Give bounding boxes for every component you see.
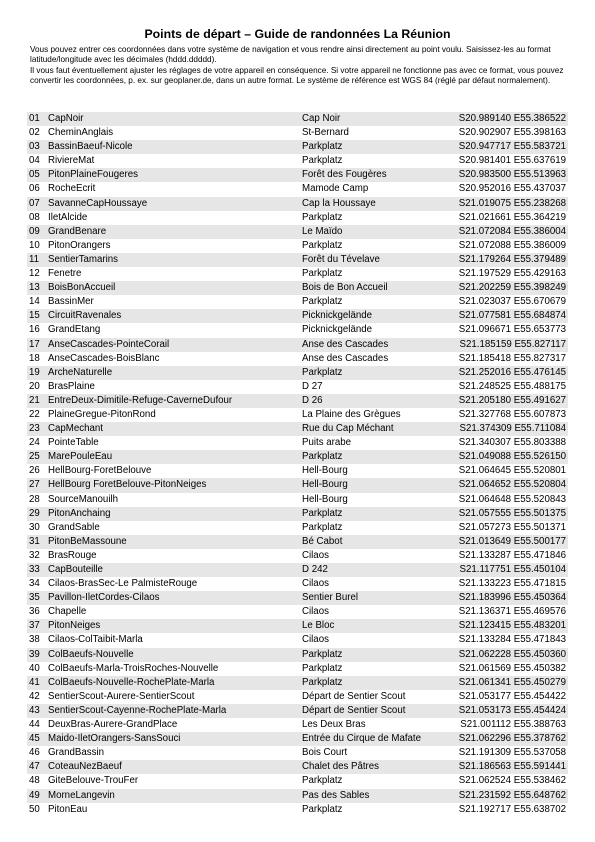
table-row	[27, 521, 568, 535]
waypoint-coordinates: S21.064652 E55.520804	[457, 478, 568, 492]
waypoint-number: 24	[29, 437, 40, 449]
table-row	[27, 591, 568, 605]
waypoint-number: 41	[27, 676, 48, 690]
waypoint-location: D 27	[302, 380, 323, 392]
table-row	[27, 309, 568, 323]
table-row	[27, 436, 568, 450]
waypoint-location: Mamode Camp	[302, 183, 369, 195]
waypoint-name: SavanneCapHoussaye	[48, 197, 302, 211]
waypoint-name: GrandSable	[48, 521, 100, 533]
waypoint-coordinates: S21.117751 E55.450104	[457, 563, 568, 577]
waypoint-name: CapNoir	[48, 112, 302, 126]
waypoint-number: 04	[29, 155, 40, 167]
waypoint-coordinates: S21.062228 E55.450360	[457, 648, 568, 662]
table-row	[27, 253, 568, 267]
waypoint-number: 16	[29, 324, 40, 336]
waypoint-name: PitonPlaineFougeres	[48, 168, 302, 182]
waypoint-coordinates: S21.136371 E55.469576	[458, 606, 566, 618]
waypoint-number: 42	[29, 690, 40, 702]
waypoint-number: 01	[27, 112, 48, 126]
table-row	[27, 338, 568, 352]
waypoint-coordinates: S21.123415 E55.483201	[457, 619, 568, 633]
waypoint-coordinates: S21.013649 E55.500177	[457, 535, 568, 549]
waypoint-name: CapMechant	[48, 422, 302, 436]
waypoint-coordinates: S21.374309 E55.711084	[457, 422, 568, 436]
waypoint-coordinates: S21.019075 E55.238268	[457, 197, 568, 211]
waypoint-location: D 242	[302, 563, 457, 577]
table-row	[27, 535, 568, 549]
table-row	[27, 676, 568, 690]
table-row	[27, 182, 568, 196]
waypoint-location: Bois de Bon Accueil	[302, 281, 457, 295]
waypoint-name: MarePouleEau	[48, 450, 302, 464]
intro-paragraph-2: Il vous faut éventuellement ajuster les réglages de votre appareil en conséquence. Si votre appareil ne fonctionne pas avec ce format, vous pouvez convertir les coordonnées, p. ex. sur geoplaner.de, dans un autre format. Le système de référence est WGS 84 (réglé par défaut normalement).	[30, 65, 564, 85]
waypoint-number: 49	[27, 789, 48, 803]
waypoint-coordinates: S21.061341 E55.450279	[457, 676, 568, 690]
waypoint-location: Parkplatz	[302, 140, 457, 154]
waypoint-name: ColBaeufs-Nouvelle	[48, 648, 302, 662]
waypoint-location: Le Maïdo	[302, 225, 457, 239]
waypoint-location: Parkplatz	[302, 662, 343, 674]
waypoint-coordinates: S21.179264 E55.379489	[457, 253, 568, 267]
waypoint-location: Bé Cabot	[302, 535, 457, 549]
waypoint-number: 37	[27, 619, 48, 633]
waypoint-number: 07	[27, 197, 48, 211]
waypoint-number: 11	[27, 253, 48, 267]
waypoint-number: 29	[27, 507, 48, 521]
waypoint-name: RocheEcrit	[48, 183, 96, 195]
waypoint-location: Parkplatz	[302, 268, 343, 280]
waypoint-location: Forêt des Fougères	[302, 168, 457, 182]
waypoint-location: Parkplatz	[302, 803, 343, 815]
waypoint-number: 13	[27, 281, 48, 295]
waypoint-name: GrandBassin	[48, 747, 105, 759]
waypoint-name: MorneLangevin	[48, 789, 302, 803]
waypoint-coordinates: S20.947717 E55.583721	[457, 140, 568, 154]
waypoint-location: Parkplatz	[302, 366, 457, 380]
waypoint-coordinates: S21.064645 E55.520801	[458, 465, 566, 477]
waypoint-number: 38	[29, 634, 40, 646]
intro-text	[30, 45, 570, 86]
waypoint-number: 12	[29, 268, 40, 280]
waypoint-name: PitonOrangers	[48, 239, 111, 251]
waypoint-number: 30	[29, 521, 40, 533]
waypoint-name: GrandEtang	[48, 324, 101, 336]
waypoint-number: 31	[27, 535, 48, 549]
waypoint-coordinates: S21.096671 E55.653773	[458, 324, 566, 336]
waypoint-name: AnseCascades-PointeCorail	[48, 338, 302, 352]
waypoint-name: PlaineGregue-PitonRond	[48, 408, 156, 420]
waypoint-name: SentierTamarins	[48, 253, 302, 267]
waypoint-coordinates: S21.062524 E55.538462	[458, 775, 566, 787]
waypoint-coordinates: S20.952016 E55.437037	[458, 183, 566, 195]
table-row	[27, 267, 568, 281]
waypoint-number: 39	[27, 648, 48, 662]
waypoint-coordinates: S21.202259 E55.398249	[457, 281, 568, 295]
waypoint-number: 47	[27, 760, 48, 774]
waypoint-coordinates: S21.057273 E55.501371	[458, 521, 566, 533]
waypoint-location: Hell-Bourg	[302, 465, 348, 477]
waypoint-coordinates: S21.064648 E55.520843	[458, 493, 566, 505]
waypoint-name: BassinMer	[48, 296, 94, 308]
table-row	[27, 281, 568, 295]
waypoint-location: Parkplatz	[302, 676, 457, 690]
waypoint-coordinates: S21.021661 E55.364219	[458, 211, 566, 223]
waypoint-number: 35	[27, 591, 48, 605]
waypoint-location: Parkplatz	[302, 648, 457, 662]
waypoint-number: 40	[29, 662, 40, 674]
waypoint-location: Bois Court	[302, 747, 348, 759]
waypoint-number: 48	[29, 775, 40, 787]
waypoint-coordinates: S21.186563 E55.591441	[457, 760, 568, 774]
waypoint-name: ColBaeufs-Marla-TroisRoches-Nouvelle	[48, 662, 219, 674]
waypoint-table-body	[27, 112, 568, 817]
waypoint-number: 21	[27, 394, 48, 408]
waypoint-name: DeuxBras-Aurere-GrandPlace	[48, 719, 178, 731]
waypoint-number: 02	[29, 127, 40, 139]
waypoint-location: Parkplatz	[302, 296, 343, 308]
waypoint-name: HellBourg ForetBelouve-PitonNeiges	[48, 478, 302, 492]
waypoint-location: Départ de Sentier Scout	[302, 704, 457, 718]
waypoint-location: Le Bloc	[302, 619, 457, 633]
waypoint-name: IletAlcide	[48, 211, 88, 223]
waypoint-number: 05	[27, 168, 48, 182]
table-row	[27, 507, 568, 521]
waypoint-location: St-Bernard	[302, 127, 349, 139]
waypoint-coordinates: S21.197529 E55.429163	[458, 268, 566, 280]
waypoint-number: 36	[29, 606, 40, 618]
waypoint-location: Cilaos	[302, 606, 329, 618]
table-row	[27, 704, 568, 718]
waypoint-location: Rue du Cap Méchant	[302, 422, 457, 436]
waypoint-number: 10	[29, 239, 40, 251]
intro-paragraph-1: Vous pouvez entrer ces coordonnées dans votre système de navigation et vous rendre ainsi directement au point voulu. Saisissez-les au format latitude/longitude avec les décimales (hddd.ddddd).	[30, 45, 551, 65]
waypoint-name: PitonEau	[48, 803, 88, 815]
waypoint-number: 09	[27, 225, 48, 239]
waypoint-coordinates: S21.133284 E55.471843	[458, 634, 566, 646]
table-row	[27, 197, 568, 211]
waypoint-location: Picknickgelände	[302, 324, 373, 336]
waypoint-coordinates: S20.983500 E55.513963	[457, 168, 568, 182]
waypoint-name: ArcheNaturelle	[48, 366, 302, 380]
waypoint-coordinates: S21.049088 E55.526150	[457, 450, 568, 464]
waypoint-name: CapBouteille	[48, 563, 302, 577]
table-row	[27, 464, 568, 478]
table-row	[27, 154, 568, 168]
waypoint-name: CheminAnglais	[48, 127, 114, 139]
waypoint-location: Puits arabe	[302, 437, 352, 449]
waypoint-coordinates: S21.001112 E55.388763	[460, 719, 566, 731]
table-row	[27, 648, 568, 662]
waypoint-coordinates: S21.133287 E55.471846	[458, 549, 566, 561]
table-row	[27, 662, 568, 676]
waypoint-number: 45	[27, 732, 48, 746]
waypoint-number: 44	[29, 719, 40, 731]
waypoint-name: PitonNeiges	[48, 619, 302, 633]
table-row	[27, 323, 568, 337]
waypoint-number: 43	[27, 704, 48, 718]
waypoint-number: 03	[27, 140, 48, 154]
table-row	[27, 718, 568, 732]
waypoint-location: Parkplatz	[302, 155, 343, 167]
waypoint-number: 08	[29, 211, 40, 223]
waypoint-number: 33	[27, 563, 48, 577]
waypoint-location: Pas des Sables	[302, 789, 457, 803]
waypoint-number: 26	[29, 465, 40, 477]
table-row	[27, 746, 568, 760]
waypoint-location: Forêt du Tévelave	[302, 253, 457, 267]
waypoint-location: Parkplatz	[302, 507, 457, 521]
table-row	[27, 563, 568, 577]
table-row	[27, 422, 568, 436]
waypoint-coordinates: S21.053173 E55.454424	[457, 704, 568, 718]
table-row	[27, 112, 568, 126]
table-row	[27, 239, 568, 253]
waypoint-location: Départ de Sentier Scout	[302, 690, 406, 702]
table-row	[27, 394, 568, 408]
waypoint-name: BrasRouge	[48, 549, 97, 561]
waypoint-location: Hell-Bourg	[302, 478, 457, 492]
table-row	[27, 140, 568, 154]
waypoint-name: CoteauNezBaeuf	[48, 760, 302, 774]
waypoint-name: EntreDeux-Dimitile-Refuge-CaverneDufour	[48, 394, 302, 408]
waypoint-location: Chalet des Pâtres	[302, 760, 457, 774]
waypoint-location: Parkplatz	[302, 775, 343, 787]
waypoint-coordinates: S21.072084 E55.386004	[457, 225, 568, 239]
waypoint-number: 32	[29, 549, 40, 561]
waypoint-number: 27	[27, 478, 48, 492]
waypoint-coordinates: S21.061569 E55.450382	[458, 662, 566, 674]
waypoint-location: Cilaos	[302, 634, 329, 646]
waypoint-number: 18	[29, 352, 40, 364]
waypoint-coordinates: S21.192717 E55.638702	[458, 803, 566, 815]
waypoint-coordinates: S21.248525 E55.488175	[458, 380, 566, 392]
waypoint-coordinates: S20.989140 E55.386522	[457, 112, 568, 126]
waypoint-location: Parkplatz	[302, 521, 343, 533]
table-row	[27, 690, 568, 704]
waypoint-name: Cilaos-BrasSec-Le PalmisteRouge	[48, 578, 198, 590]
waypoint-coordinates: S21.185159 E55.827117	[457, 338, 568, 352]
waypoint-name: GrandBenare	[48, 225, 302, 239]
table-row	[27, 760, 568, 774]
waypoint-location: Parkplatz	[302, 211, 343, 223]
waypoint-coordinates: S20.902907 E55.398163	[458, 127, 566, 139]
table-row	[27, 380, 568, 394]
waypoint-number: 34	[29, 578, 40, 590]
waypoint-location: Cilaos	[302, 549, 329, 561]
waypoint-number: 23	[27, 422, 48, 436]
waypoint-coordinates: S21.205180 E55.491627	[457, 394, 568, 408]
waypoint-name: BrasPlaine	[48, 380, 95, 392]
waypoint-number: 17	[27, 338, 48, 352]
waypoint-name: RiviereMat	[48, 155, 95, 167]
waypoint-number: 25	[27, 450, 48, 464]
waypoint-name: Maido-IletOrangers-SansSouci	[48, 732, 302, 746]
waypoint-location: Hell-Bourg	[302, 493, 348, 505]
waypoint-location: Picknickgelände	[302, 309, 457, 323]
table-row	[27, 732, 568, 746]
table-row	[27, 619, 568, 633]
table-row	[27, 803, 568, 817]
waypoint-coordinates: S21.133223 E55.471815	[458, 578, 566, 590]
table-row	[27, 478, 568, 492]
waypoint-coordinates: S21.340307 E55.803388	[458, 437, 566, 449]
waypoint-number: 14	[29, 296, 40, 308]
table-row	[27, 789, 568, 803]
waypoint-location: Cap la Houssaye	[302, 197, 457, 211]
waypoint-location: Sentier Burel	[302, 591, 457, 605]
table-row	[27, 352, 568, 366]
waypoint-name: PitonBeMassoune	[48, 535, 302, 549]
waypoint-location: Entrée du Cirque de Mafate	[302, 732, 457, 746]
waypoint-name: Fenetre	[48, 268, 82, 280]
waypoint-name: CircuitRavenales	[48, 309, 302, 323]
waypoint-coordinates: S20.981401 E55.637619	[458, 155, 566, 167]
table-row	[27, 225, 568, 239]
table-row	[27, 168, 568, 182]
waypoint-coordinates: S21.023037 E55.670679	[458, 296, 566, 308]
waypoint-name: GiteBelouve-TrouFer	[48, 775, 139, 787]
table-row	[27, 633, 568, 647]
waypoint-coordinates: S21.183996 E55.450364	[457, 591, 568, 605]
waypoint-table	[27, 112, 568, 817]
table-row	[27, 605, 568, 619]
waypoint-name: SentierScout-Aurere-SentierScout	[48, 690, 195, 702]
waypoint-location: Parkplatz	[302, 450, 457, 464]
waypoint-number: 28	[29, 493, 40, 505]
waypoint-coordinates: S21.327768 E55.607873	[458, 408, 566, 420]
page-title: Points de départ – Guide de randonnées La Réunion	[144, 27, 451, 41]
waypoint-location: Les Deux Bras	[302, 719, 366, 731]
waypoint-name: Chapelle	[48, 606, 87, 618]
table-row	[27, 577, 568, 591]
table-row	[27, 126, 568, 140]
table-row	[27, 774, 568, 788]
waypoint-location: Anse des Cascades	[302, 352, 389, 364]
waypoint-coordinates: S21.072088 E55.386009	[458, 239, 566, 251]
waypoint-number: 19	[27, 366, 48, 380]
waypoint-name: BoisBonAccueil	[48, 281, 302, 295]
waypoint-name: PitonAnchaing	[48, 507, 302, 521]
waypoint-coordinates: S21.057555 E55.501375	[457, 507, 568, 521]
waypoint-location: Parkplatz	[302, 239, 343, 251]
waypoint-number: 15	[27, 309, 48, 323]
waypoint-number: 20	[29, 380, 40, 392]
waypoint-name: ColBaeufs-Nouvelle-RochePlate-Marla	[48, 676, 302, 690]
waypoint-name: HellBourg-ForetBelouve	[48, 465, 152, 477]
waypoint-number: 46	[29, 747, 40, 759]
waypoint-location: La Plaine des Grègues	[302, 408, 401, 420]
waypoint-location: Cap Noir	[302, 112, 457, 126]
waypoint-name: Cilaos-ColTaibit-Marla	[48, 634, 143, 646]
waypoint-number: 06	[29, 183, 40, 195]
waypoint-number: 50	[29, 803, 40, 815]
waypoint-location: D 26	[302, 394, 457, 408]
waypoint-name: PointeTable	[48, 437, 99, 449]
table-row	[27, 493, 568, 507]
waypoint-coordinates: S21.062296 E55.378762	[457, 732, 568, 746]
table-row	[27, 408, 568, 422]
waypoint-coordinates: S21.252016 E55.476145	[457, 366, 568, 380]
table-row	[27, 295, 568, 309]
waypoint-name: Pavillon-IletCordes-Cilaos	[48, 591, 302, 605]
waypoint-name: BassinBaeuf-Nicole	[48, 140, 302, 154]
waypoint-coordinates: S21.053177 E55.454422	[458, 690, 566, 702]
waypoint-name: AnseCascades-BoisBlanc	[48, 352, 160, 364]
waypoint-name: SentierScout-Cayenne-RochePlate-Marla	[48, 704, 302, 718]
waypoint-number: 22	[29, 408, 40, 420]
waypoint-location: Anse des Cascades	[302, 338, 457, 352]
waypoint-location: Cilaos	[302, 578, 329, 590]
waypoint-coordinates: S21.191309 E55.537058	[458, 747, 566, 759]
table-row	[27, 450, 568, 464]
table-row	[27, 211, 568, 225]
waypoint-name: SourceManouilh	[48, 493, 119, 505]
table-row	[27, 366, 568, 380]
waypoint-coordinates: S21.231592 E55.648762	[457, 789, 568, 803]
waypoint-coordinates: S21.185418 E55.827317	[458, 352, 566, 364]
table-row	[27, 549, 568, 563]
waypoint-coordinates: S21.077581 E55.684874	[457, 309, 568, 323]
